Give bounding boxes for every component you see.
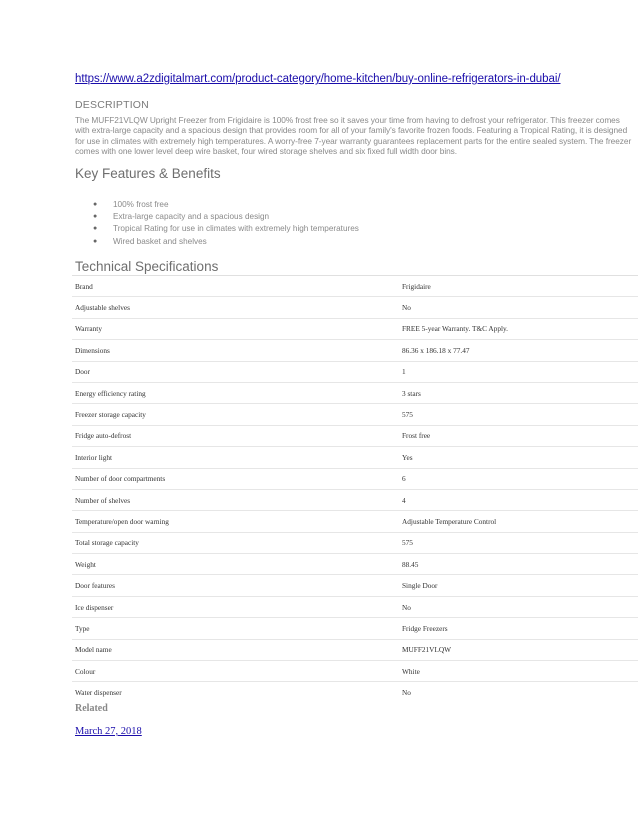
key-features-heading: Key Features & Benefits (75, 166, 221, 181)
specifications-table (72, 275, 638, 703)
spec-label: Fridge auto-defrost (72, 425, 399, 446)
spec-label: Colour (72, 661, 399, 682)
spec-label: Number of shelves (72, 489, 399, 510)
spec-label: Weight (72, 554, 399, 575)
bullet-icon: ● (93, 225, 98, 233)
spec-label: Freezer storage capacity (72, 404, 399, 425)
spec-label: Door (72, 361, 399, 382)
feature-text: Extra-large capacity and a spacious design (113, 212, 270, 222)
spec-row (72, 575, 638, 596)
spec-label: Warranty (72, 318, 399, 339)
spec-value: 88.45 (399, 554, 638, 575)
spec-value: Adjustable Temperature Control (399, 511, 638, 532)
related-heading: Related (75, 703, 108, 714)
spec-label: Model name (72, 639, 399, 660)
category-url-link[interactable]: https://www.a2zdigitalmart.com/product-category/home-kitchen/buy-online-refrigerators-in-dubai/ (75, 73, 561, 85)
spec-label: Ice dispenser (72, 596, 399, 617)
spec-row (72, 682, 638, 703)
description-heading: DESCRIPTION (75, 99, 149, 111)
spec-value: 4 (399, 489, 638, 510)
spec-row (72, 297, 638, 318)
spec-value: 3 stars (399, 382, 638, 403)
spec-row (72, 318, 638, 339)
spec-label: Number of door compartments (72, 468, 399, 489)
technical-specifications-heading: Technical Specifications (75, 259, 219, 274)
spec-value: 86.36 x 186.18 x 77.47 (399, 340, 638, 361)
spec-value: 6 (399, 468, 638, 489)
spec-value: 575 (399, 404, 638, 425)
spec-row (72, 404, 638, 425)
spec-label: Brand (72, 276, 399, 297)
spec-row (72, 639, 638, 660)
spec-label: Water dispenser (72, 682, 399, 703)
spec-row (72, 382, 638, 403)
feature-text: 100% frost free (113, 200, 169, 209)
related-post-date-link[interactable]: March 27, 2018 (75, 726, 142, 737)
bullet-icon: ● (93, 201, 98, 208)
spec-label: Adjustable shelves (72, 297, 399, 318)
bullet-icon: ● (93, 237, 98, 245)
spec-row (72, 425, 638, 446)
spec-row (72, 554, 638, 575)
spec-row (72, 489, 638, 510)
description-body: The MUFF21VLQW Upright Freezer from Frigidaire is 100% frost free so it saves your time from having to defrost your refrigerator. This freezer comes with extra-large capacity and a spacious design that provides room for all of your family's favorite frozen foods. Featuring a Tropical Rating, it is designed for use in climates with extremely high temperatures. A worry-free 7-year warranty guarantees replacement parts for the entire sealed system. The freezer comes with one lower level deep wire basket, four wired storage shelves and six fixed full width door bins. (75, 115, 632, 156)
spec-value: White (399, 661, 638, 682)
spec-value: MUFF21VLQW (399, 639, 638, 660)
spec-value: Yes (399, 447, 638, 468)
spec-value: No (399, 297, 638, 318)
spec-row (72, 340, 638, 361)
spec-value: Frost free (399, 425, 638, 446)
spec-row (72, 661, 638, 682)
spec-label: Interior light (72, 447, 399, 468)
spec-value: No (399, 682, 638, 703)
spec-row (72, 511, 638, 532)
spec-row (72, 447, 638, 468)
spec-row (72, 618, 638, 639)
spec-label: Temperature/open door warning (72, 511, 399, 532)
spec-label: Type (72, 618, 399, 639)
bullet-icon: ● (93, 213, 98, 221)
spec-value: 1 (399, 361, 638, 382)
spec-row (72, 532, 638, 553)
spec-label: Energy efficiency rating (72, 382, 399, 403)
feature-text: Wired basket and shelves (113, 236, 207, 246)
feature-item (93, 223, 359, 235)
spec-label: Dimensions (72, 340, 399, 361)
spec-value: No (399, 596, 638, 617)
spec-label: Total storage capacity (72, 532, 399, 553)
spec-row (72, 596, 638, 617)
feature-item (93, 236, 359, 248)
feature-item (93, 211, 359, 223)
spec-value: 575 (399, 532, 638, 553)
feature-text: Tropical Rating for use in climates with extremely high temperatures (113, 224, 359, 234)
spec-row (72, 468, 638, 489)
spec-value: Fridge Freezers (399, 618, 638, 639)
spec-value: FREE 5-year Warranty. T&C Apply. (399, 318, 638, 339)
spec-row (72, 276, 638, 297)
spec-value: Single Door (399, 575, 638, 596)
spec-row (72, 361, 638, 382)
spec-value: Frigidaire (399, 276, 638, 297)
feature-item (93, 199, 359, 211)
key-features-list (93, 199, 359, 248)
spec-label: Door features (72, 575, 399, 596)
